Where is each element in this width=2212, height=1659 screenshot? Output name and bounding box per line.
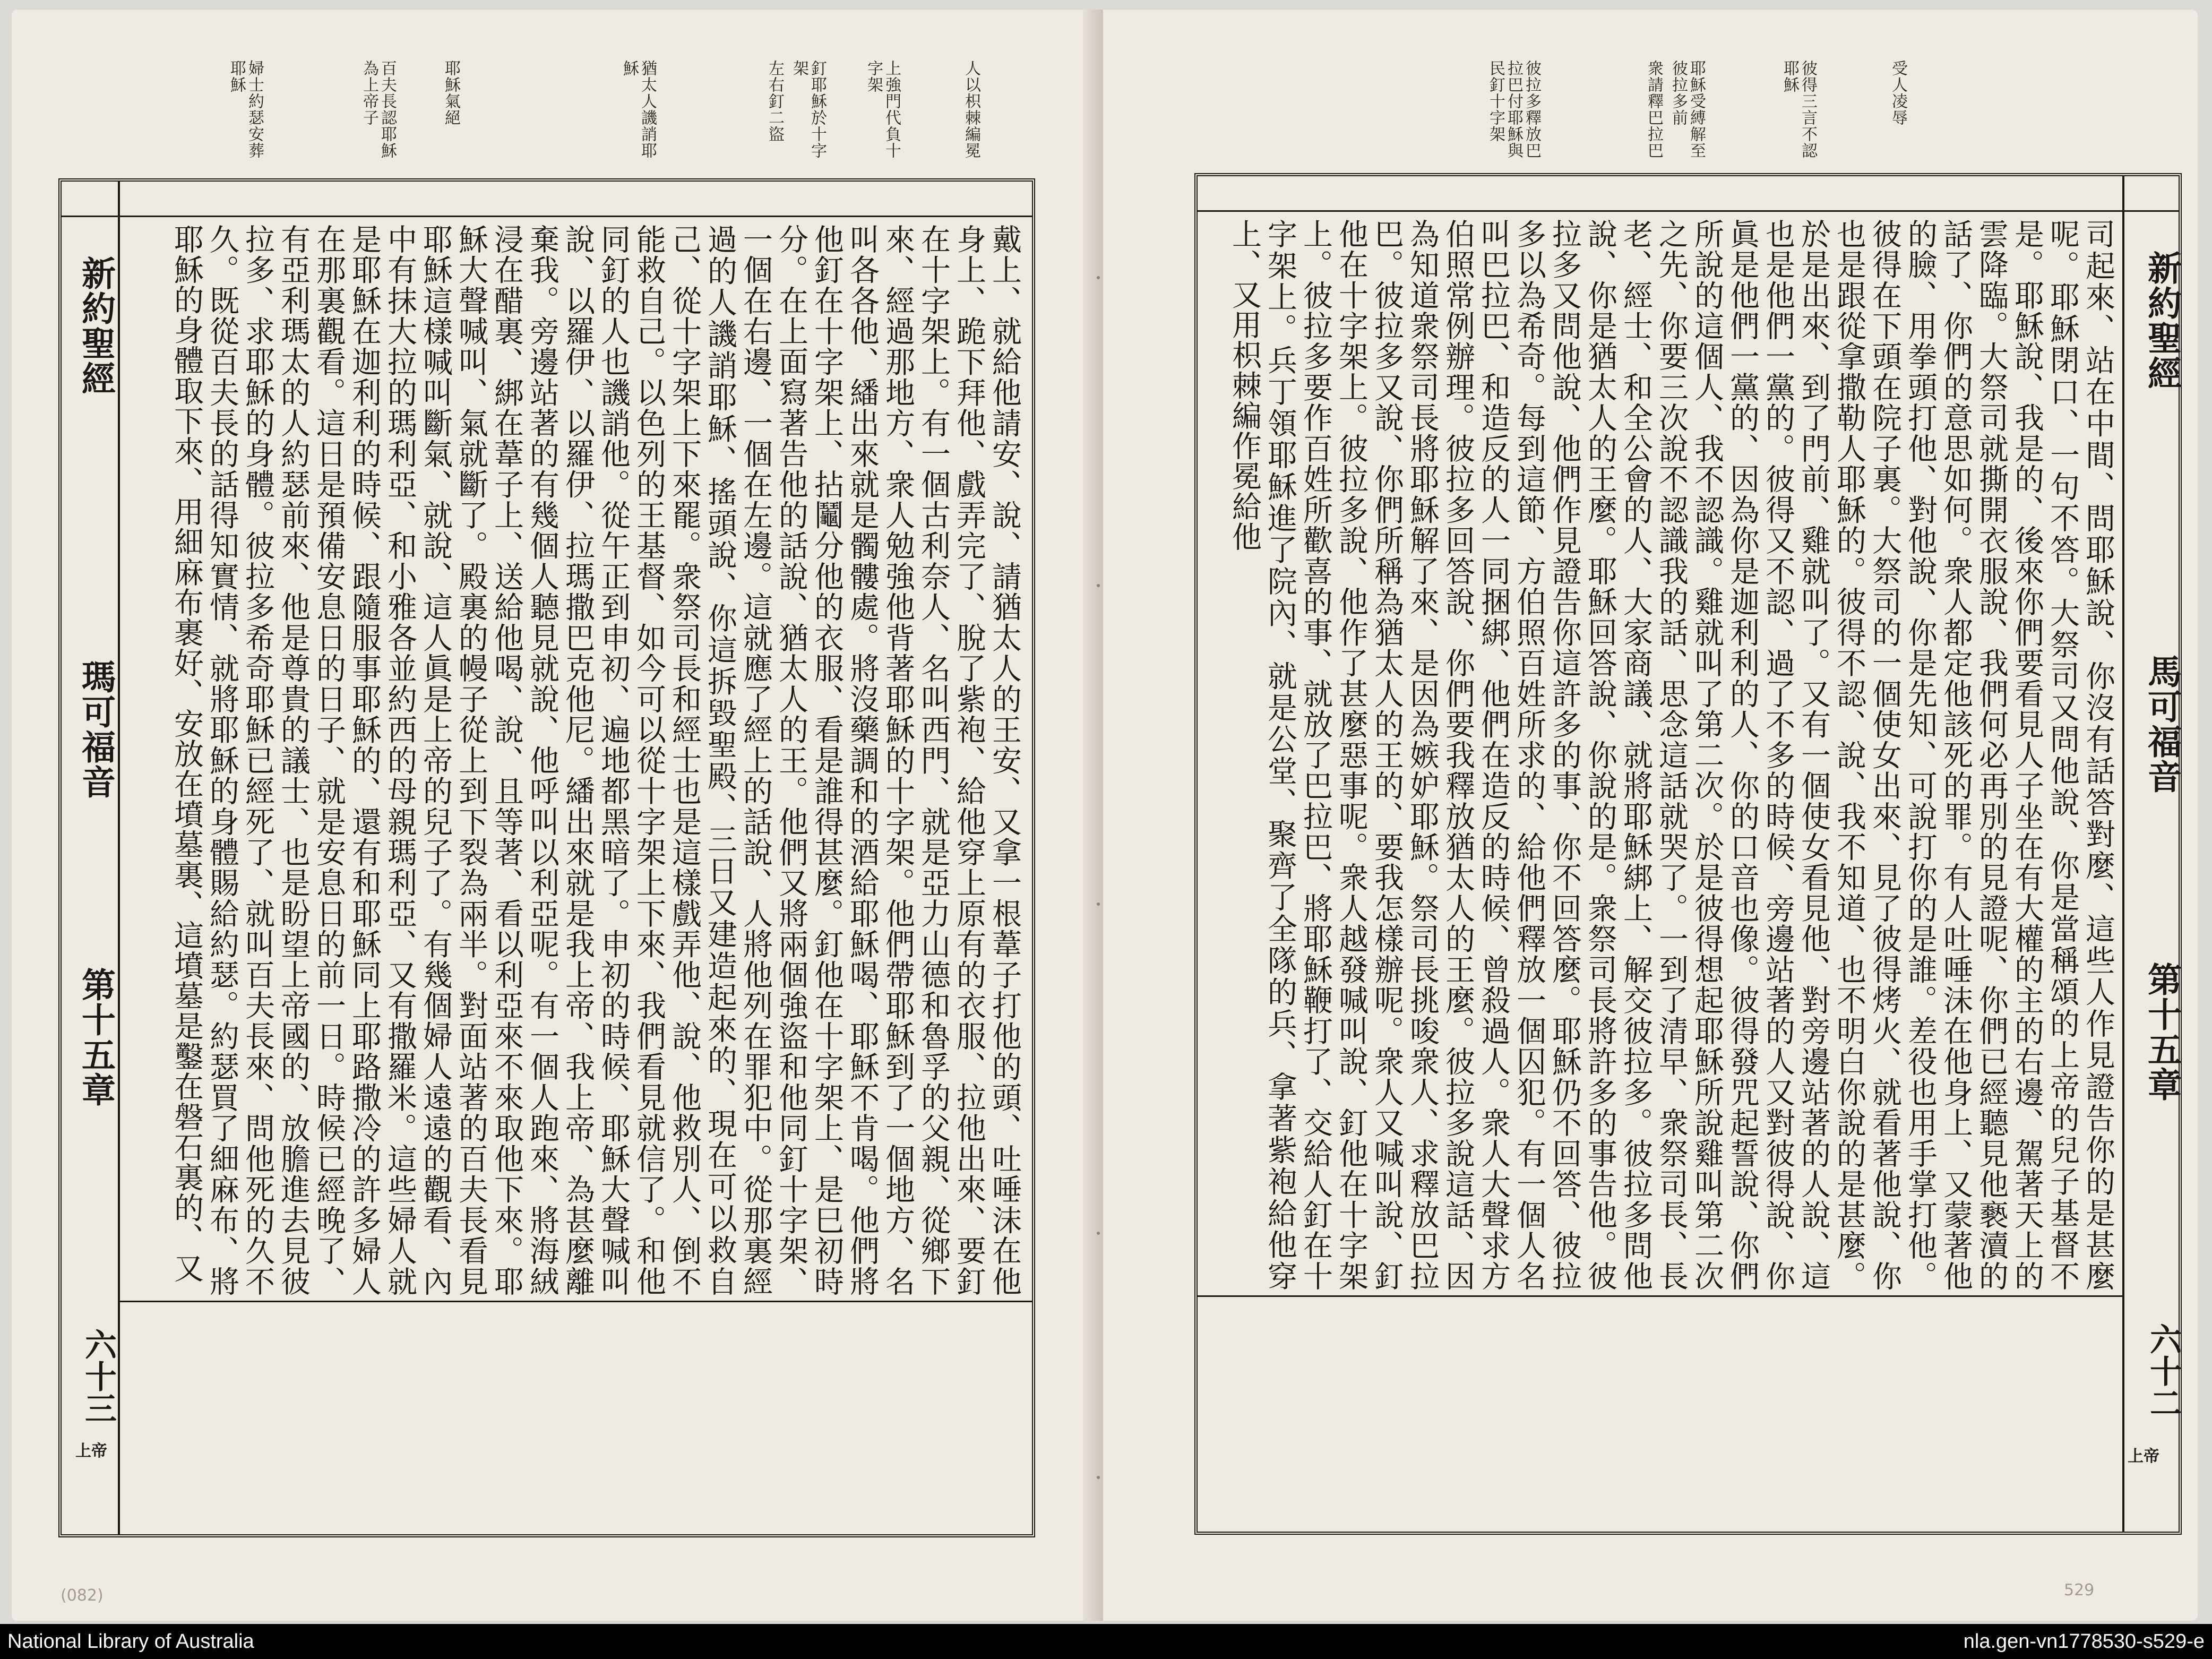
top-note: 猶太人譏誚耶穌 bbox=[620, 60, 657, 159]
book-title: 新約聖經 bbox=[76, 256, 116, 396]
gospel-name: 瑪可福音 bbox=[76, 659, 116, 800]
verse-number-row bbox=[1198, 176, 2179, 212]
footer-word: 上帝 bbox=[75, 1442, 107, 1460]
right-top-notes bbox=[1103, 60, 2198, 171]
left-top-notes bbox=[12, 60, 1100, 171]
verse-number-row bbox=[62, 182, 1032, 217]
left-page bbox=[12, 10, 1100, 1621]
pencil-mark: (082) bbox=[61, 1586, 104, 1605]
chapter-heading: 第十五章 bbox=[76, 967, 116, 1107]
top-note: 左右釘二盜 bbox=[765, 60, 784, 142]
top-note: 耶穌氣絕 bbox=[442, 60, 460, 126]
chapter-heading: 第十五章 bbox=[2142, 962, 2182, 1102]
cross-references bbox=[131, 1307, 1022, 1525]
page-number: 六十二 bbox=[2145, 1323, 2182, 1419]
call-number: nla.gen-vn1778530-s529-e bbox=[1963, 1630, 2205, 1653]
top-note: 婦士約瑟安葬耶穌 bbox=[227, 60, 264, 159]
top-note: 受人凌辱 bbox=[1889, 60, 1907, 126]
top-note: 上強門代負十字架 bbox=[864, 60, 901, 159]
top-note: 耶穌受縛解至彼拉多前 bbox=[1669, 60, 1706, 159]
scripture-body: 司起來、站在中間、問耶穌說、你沒有話答對麼、這些人作見證告你的是甚麼呢。耶穌閉口、一句不答。大祭司又問他說、你是當稱頌的上帝的兒子基督不是。耶穌說、我是的、後來你們要看見人子坐在有大權的主的右邊、駕著天上的雲降臨。大祭司就撕開衣服說、我們何必再別的見證呢、你們已經聽見他褻瀆的話了、你們的意思如何。衆人都定他該死的罪。有人吐唾沫在他身上、又蒙著他的臉、用拳頭打他、對他說、你是先知、可說打你的是誰。差役也用手掌打他。彼得在下頭在院子裏。大祭司的一個使女出來、見了彼得烤火、就看著他說、你也是跟從拿撒勒人耶穌的。彼得不認、說、我不知道、也不明白你說的是甚麼。於是出來、到了門前、雞就叫了。又有一個使女看見他、對旁邊站著的人說、這也是他們一黨的。彼得又不認、過了不多的時候、旁邊站著的人又對彼得說、你眞是他們一黨的、因為你是迦利利的人、你的口音也像。彼得發咒起誓說、你們所說的這個人、我不認識。雞就叫了第二次。於是彼得想起耶穌所說雞叫第二次之先、你要三次說不認識我的話、思念這話就哭了。一到了清早、衆祭司長、長老、經士、和全公會的人、大家商議、就將耶穌綁上、解交彼拉多。彼拉多問他說、你是猶太人的王麼。耶穌回答說、你說的是。衆祭司長將許多的事告他。彼拉多又問他說、他們作見證告你這許多的事、你不回答麼。耶穌仍不回答、彼拉多以為希奇。每到這節、方伯照百姓所求的、給他們釋放一個囚犯。有一個人名叫巴拉巴、和造反的人一同捆綁、他們在造反的時候、曾殺過人。衆人大聲求方伯照常例辦理。彼拉多回答說、你們要我釋放猶太人的王麼。彼拉多說這話、因為知道衆祭司長將耶穌解了來、是因為嫉妒耶穌。祭司長挑唆衆人、求釋放巴拉巴。彼拉多又說、你們所稱為猶太人的王的、要我怎樣辦呢。衆人又喊叫說、釘他在十字架上。彼拉多說、他作了甚麼惡事呢。衆人越發喊叫說、釘他在十字架上。彼拉多要作百姓所歡喜的事、就放了巴拉巴、將耶穌鞭打了、交給人釘在十字架上。兵丁領耶穌進了院內、就是公堂、聚齊了全隊的兵、拿著紫袍給他穿上、又用枳棘編作冕給他 bbox=[1227, 219, 2115, 1291]
library-footer bbox=[0, 1624, 2212, 1659]
top-note: 人以枳棘編冕 bbox=[962, 60, 980, 159]
top-note: 釘耶穌於十字架 bbox=[790, 60, 827, 159]
top-note: 百夫長認耶穌為上帝子 bbox=[360, 60, 397, 159]
cross-references bbox=[1219, 1302, 2116, 1519]
left-text-frame bbox=[58, 178, 1035, 1537]
pencil-mark: 529 bbox=[2064, 1581, 2095, 1600]
footer-word: 上帝 bbox=[2128, 1447, 2159, 1466]
scripture-body: 戴上、就給他請安、說、請猶太人的王安、又拿一根葦子打他的頭、吐唾沫在他身上、跪下拜他、戲弄完了、脫了紫袍、給他穿上原有的衣服、拉他出來、要釘在十字架上。有一個古利奈人、名叫西門、就是亞力山德和魯孚的父親、從鄉下來、經過那地方、衆人勉強他背著耶穌的十字架。他們帶耶穌到了一個地方、名叫各各他、繙出來就是髑髏處。將沒藥調和的酒給耶穌喝、耶穌不肯喝。他們將他釘在十字架上、拈鬮分他的衣服、看是誰得甚麼。釘他在十字架上、是巳初時分。在上面寫著告他的話說、猶太人的王。他們又將兩個強盜和他同釘十字架、一個在右邊、一個在左邊。這就應了經上的話說、人將他列在罪犯中。從那裏經過的人譏誚耶穌、搖頭說、你這拆毀聖殿、三日又建造起來的、現在可以救自己、從十字架上下來罷。衆祭司長和經士也是這樣戲弄他、說、他救別人、倒不能救自己。以色列的王基督、如今可以從十字架上下來、我們看見就信了。和他同釘的人也譏誚他。從午正到申初、遍地都黑暗了。申初的時候、耶穌大聲喊叫說、以羅伊、以羅伊、拉瑪撒巴克他尼。繙出來就是我上帝、我上帝、為甚麼離棄我。旁邊站著的有幾個人聽見就說、他呼叫以利亞呢。有一個人跑來、將海絨浸在醋裏、綁在葦子上、送給他喝、說、且等著、看以利亞來不來取他下來。耶穌大聲喊叫、氣就斷了。殿裏的幔子從上到下裂為兩半。對面站著的百夫長看見耶穌這樣喊叫斷氣、就說、這人眞是上帝的兒子了。有幾個婦人遠遠的觀看、內中有抹大拉的瑪利亞、和小雅各並約西的母親瑪利亞、又有撒羅米。這些婦人就是耶穌在迦利利的時候、跟隨服事耶穌的、還有和耶穌同上耶路撒冷的許多婦人在那裏觀看。這日是預備安息日的日子、就是安息日的前一日。時候已經晚了、有亞利瑪太的人約瑟前來、他是尊貴的議士、也是盼望上帝國的、放膽進去見彼拉多、求耶穌的身體。彼拉多希奇耶穌已經死了、就叫百夫長來、問他死的久不久。既從百夫長的話得知實情、就將耶穌的身體賜給約瑟。約瑟買了細麻布、將耶穌的身體取下來、用細麻布裹好、安放在墳墓裏、這墳墓是鑿在磐石裏的、又 bbox=[169, 224, 1022, 1296]
page-number: 六十三 bbox=[80, 1328, 117, 1424]
top-note: 彼拉多釋放巴拉巴付耶穌與民釘十字架 bbox=[1486, 60, 1541, 159]
book-title: 新約聖經 bbox=[2142, 251, 2182, 391]
gospel-name: 馬可福音 bbox=[2142, 654, 2182, 794]
top-note: 彼得三言不認耶穌 bbox=[1780, 60, 1817, 159]
right-text-frame bbox=[1194, 173, 2182, 1535]
top-note: 衆請釋巴拉巴 bbox=[1645, 60, 1663, 159]
right-page bbox=[1103, 10, 2198, 1621]
library-name: National Library of Australia bbox=[7, 1630, 254, 1653]
